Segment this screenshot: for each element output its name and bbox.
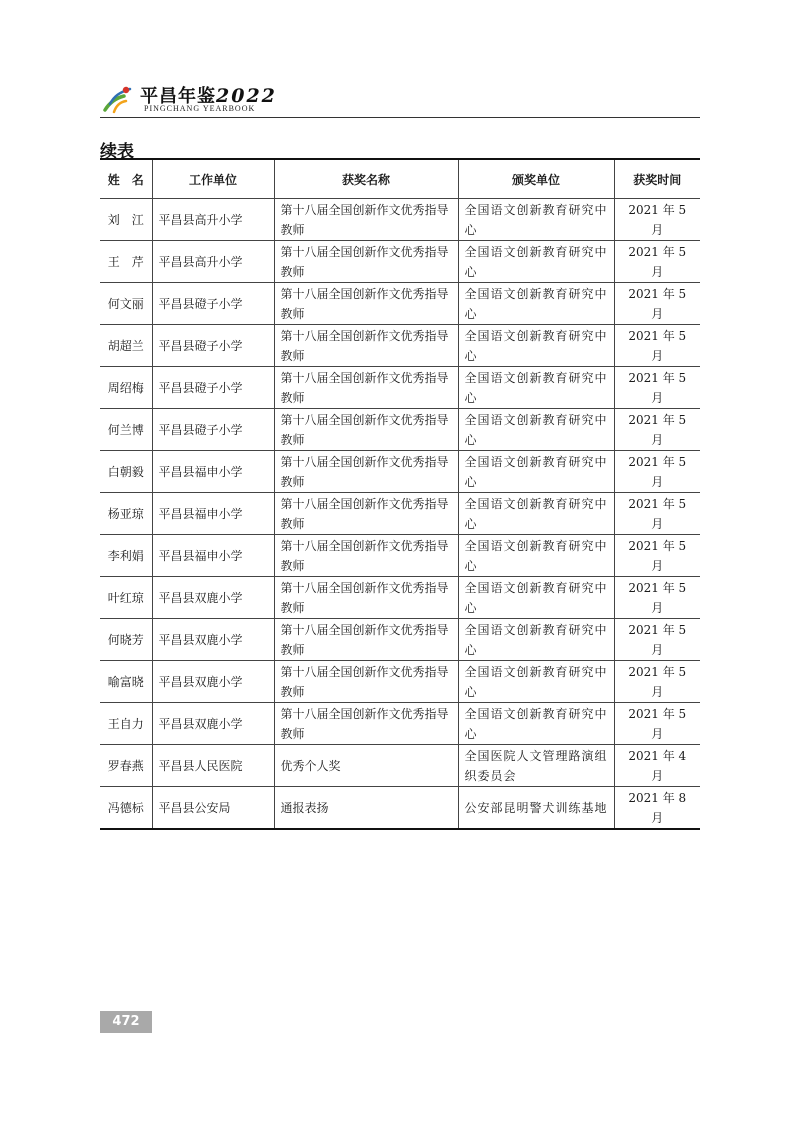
cell-name: 何晓芳	[100, 619, 152, 661]
page-header	[100, 80, 700, 118]
table-row	[100, 283, 700, 325]
cell-name: 刘 江	[100, 199, 152, 241]
cell-award: 第十八届全国创新作文优秀指导教师	[274, 619, 458, 661]
column-header-unit: 工作单位	[152, 159, 274, 199]
table-row	[100, 451, 700, 493]
cell-award: 第十八届全国创新作文优秀指导教师	[274, 535, 458, 577]
cell-name: 何兰博	[100, 409, 152, 451]
table-row	[100, 493, 700, 535]
cell-issuer: 全国语文创新教育研究中心	[458, 283, 614, 325]
cell-issuer: 全国语文创新教育研究中心	[458, 577, 614, 619]
cell-issuer: 全国语文创新教育研究中心	[458, 703, 614, 745]
cell-unit: 平昌县公安局	[152, 787, 274, 830]
cell-award: 第十八届全国创新作文优秀指导教师	[274, 409, 458, 451]
cell-issuer: 全国语文创新教育研究中心	[458, 493, 614, 535]
cell-issuer: 全国语文创新教育研究中心	[458, 409, 614, 451]
table-row	[100, 703, 700, 745]
cell-unit: 平昌县双鹿小学	[152, 703, 274, 745]
cell-award: 第十八届全国创新作文优秀指导教师	[274, 493, 458, 535]
page-number: 472	[100, 1011, 152, 1033]
cell-time: 2021 年 5 月	[614, 535, 700, 577]
cell-award: 第十八届全国创新作文优秀指导教师	[274, 451, 458, 493]
cell-time: 2021 年 5 月	[614, 241, 700, 283]
cell-name: 李利娟	[100, 535, 152, 577]
cell-time: 2021 年 5 月	[614, 703, 700, 745]
cell-time: 2021 年 5 月	[614, 577, 700, 619]
cell-time: 2021 年 5 月	[614, 325, 700, 367]
cell-award: 第十八届全国创新作文优秀指导教师	[274, 325, 458, 367]
cell-unit: 平昌县人民医院	[152, 745, 274, 787]
cell-issuer: 全国语文创新教育研究中心	[458, 367, 614, 409]
cell-time: 2021 年 5 月	[614, 619, 700, 661]
cell-time: 2021 年 5 月	[614, 199, 700, 241]
table-row	[100, 241, 700, 283]
yearbook-title-cn: 平昌年鉴	[140, 86, 216, 107]
table-row	[100, 367, 700, 409]
cell-time: 2021 年 8 月	[614, 787, 700, 830]
cell-unit: 平昌县磴子小学	[152, 283, 274, 325]
cell-unit: 平昌县福申小学	[152, 493, 274, 535]
yearbook-title-year: 2022	[216, 85, 277, 107]
cell-name: 王自力	[100, 703, 152, 745]
cell-name: 杨亚琼	[100, 493, 152, 535]
yearbook-logo-icon	[102, 84, 134, 116]
cell-unit: 平昌县磴子小学	[152, 367, 274, 409]
cell-time: 2021 年 5 月	[614, 367, 700, 409]
table-row	[100, 325, 700, 367]
cell-unit: 平昌县福申小学	[152, 451, 274, 493]
column-header-time: 获奖时间	[614, 159, 700, 199]
awards-table	[100, 158, 700, 830]
cell-issuer: 全国语文创新教育研究中心	[458, 535, 614, 577]
cell-unit: 平昌县磴子小学	[152, 325, 274, 367]
column-header-name: 姓 名	[100, 159, 152, 199]
cell-time: 2021 年 5 月	[614, 409, 700, 451]
table-body	[100, 199, 700, 830]
column-header-issuer: 颁奖单位	[458, 159, 614, 199]
table-header-row	[100, 159, 700, 199]
table-row	[100, 745, 700, 787]
cell-time: 2021 年 5 月	[614, 661, 700, 703]
header-rule	[100, 117, 700, 118]
cell-issuer: 全国语文创新教育研究中心	[458, 241, 614, 283]
cell-issuer: 全国语文创新教育研究中心	[458, 199, 614, 241]
cell-name: 胡超兰	[100, 325, 152, 367]
table-row	[100, 535, 700, 577]
cell-issuer: 公安部昆明警犬训练基地	[458, 787, 614, 830]
cell-issuer: 全国语文创新教育研究中心	[458, 325, 614, 367]
cell-name: 喻富晓	[100, 661, 152, 703]
cell-name: 罗春燕	[100, 745, 152, 787]
cell-issuer: 全国语文创新教育研究中心	[458, 451, 614, 493]
cell-unit: 平昌县高升小学	[152, 241, 274, 283]
cell-award: 优秀个人奖	[274, 745, 458, 787]
cell-unit: 平昌县双鹿小学	[152, 619, 274, 661]
cell-award: 第十八届全国创新作文优秀指导教师	[274, 199, 458, 241]
table-row	[100, 577, 700, 619]
table-row	[100, 199, 700, 241]
cell-award: 通报表扬	[274, 787, 458, 830]
cell-unit: 平昌县高升小学	[152, 199, 274, 241]
cell-time: 2021 年 4 月	[614, 745, 700, 787]
cell-time: 2021 年 5 月	[614, 493, 700, 535]
cell-award: 第十八届全国创新作文优秀指导教师	[274, 577, 458, 619]
column-header-award: 获奖名称	[274, 159, 458, 199]
cell-award: 第十八届全国创新作文优秀指导教师	[274, 703, 458, 745]
cell-award: 第十八届全国创新作文优秀指导教师	[274, 367, 458, 409]
cell-name: 叶红琼	[100, 577, 152, 619]
cell-unit: 平昌县双鹿小学	[152, 577, 274, 619]
cell-unit: 平昌县磴子小学	[152, 409, 274, 451]
cell-award: 第十八届全国创新作文优秀指导教师	[274, 241, 458, 283]
yearbook-subtitle: PINGCHANG YEARBOOK	[144, 104, 256, 113]
table-row	[100, 787, 700, 830]
cell-issuer: 全国医院人文管理路演组织委员会	[458, 745, 614, 787]
cell-name: 何文丽	[100, 283, 152, 325]
cell-time: 2021 年 5 月	[614, 283, 700, 325]
cell-unit: 平昌县福申小学	[152, 535, 274, 577]
cell-name: 王 芹	[100, 241, 152, 283]
section-label: 续表	[100, 142, 134, 162]
cell-name: 白朝毅	[100, 451, 152, 493]
cell-time: 2021 年 5 月	[614, 451, 700, 493]
table-row	[100, 661, 700, 703]
cell-award: 第十八届全国创新作文优秀指导教师	[274, 283, 458, 325]
cell-award: 第十八届全国创新作文优秀指导教师	[274, 661, 458, 703]
cell-name: 冯德标	[100, 787, 152, 830]
cell-name: 周绍梅	[100, 367, 152, 409]
cell-unit: 平昌县双鹿小学	[152, 661, 274, 703]
table-row	[100, 619, 700, 661]
cell-issuer: 全国语文创新教育研究中心	[458, 619, 614, 661]
table-row	[100, 409, 700, 451]
cell-issuer: 全国语文创新教育研究中心	[458, 661, 614, 703]
